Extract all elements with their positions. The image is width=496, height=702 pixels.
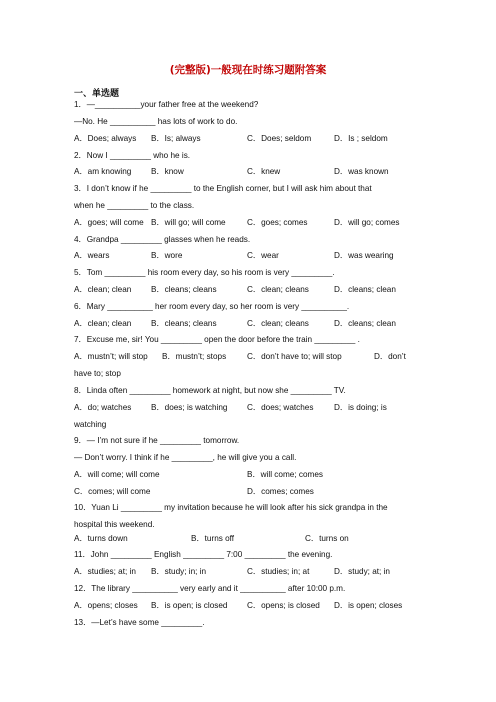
answer-option: D．don’t <box>374 352 406 361</box>
answer-option: C．Does; seldom <box>247 134 312 143</box>
answer-option: A．Does; always <box>74 134 137 143</box>
answer-option: C．opens; is closed <box>247 601 320 610</box>
question-line: 7．Excuse me, sir! You _________ open the door before the train _________ . <box>74 335 360 344</box>
answer-option: C．studies; in; at <box>247 567 310 576</box>
answer-option: B．cleans; cleans <box>151 319 217 328</box>
answer-option: B．Is; always <box>151 134 201 143</box>
answer-option: D．cleans; clean <box>334 285 396 294</box>
answer-option: A．am knowing <box>74 167 132 176</box>
answer-option: A．will come; will come <box>74 470 160 479</box>
answer-option: A．turns down <box>74 534 128 543</box>
question-line: 5．Tom _________ his room every day, so his room is very _________. <box>74 268 335 277</box>
answer-option: C．don’t have to; will stop <box>247 352 342 361</box>
question-line: 11．John _________ English _________ 7:00 _________ the evening. <box>74 550 333 559</box>
answer-option: B．is open; is closed <box>151 601 228 610</box>
answer-option: D．Is ; seldom <box>334 134 388 143</box>
answer-option: A．mustn’t; will stop <box>74 352 148 361</box>
answer-option: C．clean; cleans <box>247 319 309 328</box>
answer-option: B．know <box>151 167 184 176</box>
answer-option: B．turns off <box>191 534 235 543</box>
answer-option: D．comes; comes <box>247 487 314 496</box>
answer-option: D．cleans; clean <box>334 319 396 328</box>
section-heading: 一、单选题 <box>74 89 120 99</box>
question-line: 12．The library __________ very early and it __________ after 10:00 p.m. <box>74 584 346 593</box>
answer-option: D．is doing; is <box>334 403 387 412</box>
question-line: 9．— I’m not sure if he _________ tomorrow. <box>74 436 240 445</box>
answer-option: C．goes; comes <box>247 218 308 227</box>
answer-option: A．clean; clean <box>74 285 132 294</box>
question-line: have to; stop <box>74 369 121 378</box>
document-title: (完整版)一般现在时练习题附答案 <box>169 64 327 76</box>
question-line: 13．—Let’s have some _________. <box>74 618 205 627</box>
question-line: — Don’t worry. I think if he _________, he will give you a call. <box>74 453 297 462</box>
answer-option: B．will come; comes <box>247 470 323 479</box>
question-line: —No. He __________ has lots of work to do. <box>74 117 238 126</box>
answer-option: B．mustn’t; stops <box>162 352 227 361</box>
answer-option: A．studies; at; in <box>74 567 136 576</box>
answer-option: C．comes; will come <box>74 487 151 496</box>
answer-option: D．will go; comes <box>334 218 400 227</box>
answer-option: A．clean; clean <box>74 319 132 328</box>
question-line: 6．Mary __________ her room every day, so her room is very __________. <box>74 302 350 311</box>
question-line: watching <box>74 420 107 429</box>
answer-option: D．was known <box>334 167 389 176</box>
answer-option: A．do; watches <box>74 403 132 412</box>
question-line: 2．Now I _________ who he is. <box>74 151 191 160</box>
question-line: hospital this weekend. <box>74 520 155 529</box>
answer-option: A．goes; will come <box>74 218 144 227</box>
question-line: 3．I don’t know if he _________ to the English corner, but I will ask him about that <box>74 184 372 193</box>
question-line: when he _________ to the class. <box>74 201 195 210</box>
answer-option: D．study; at; in <box>334 567 390 576</box>
answer-option: B．will go; will come <box>151 218 226 227</box>
answer-option: B．does; is watching <box>151 403 228 412</box>
answer-option: C．does; watches <box>247 403 314 412</box>
question-line: 4．Grandpa _________ glasses when he reads. <box>74 235 251 244</box>
answer-option: A．opens; closes <box>74 601 138 610</box>
answer-option: B．wore <box>151 251 183 260</box>
answer-option: C．clean; cleans <box>247 285 309 294</box>
answer-option: C．turns on <box>305 534 349 543</box>
answer-option: C．knew <box>247 167 281 176</box>
question-line: 8．Linda often _________ homework at night, but now she _________ TV. <box>74 386 346 395</box>
answer-option: B．cleans; cleans <box>151 285 217 294</box>
answer-option: C．wear <box>247 251 279 260</box>
answer-option: D．is open; closes <box>334 601 403 610</box>
answer-option: B．study; in; in <box>151 567 207 576</box>
question-line: 1．—__________your father free at the weekend? <box>74 100 259 109</box>
question-line: 10．Yuan Li _________ my invitation because he will look after his sick grandpa in the <box>74 503 388 512</box>
answer-option: D．was wearing <box>334 251 394 260</box>
answer-option: A．wears <box>74 251 110 260</box>
